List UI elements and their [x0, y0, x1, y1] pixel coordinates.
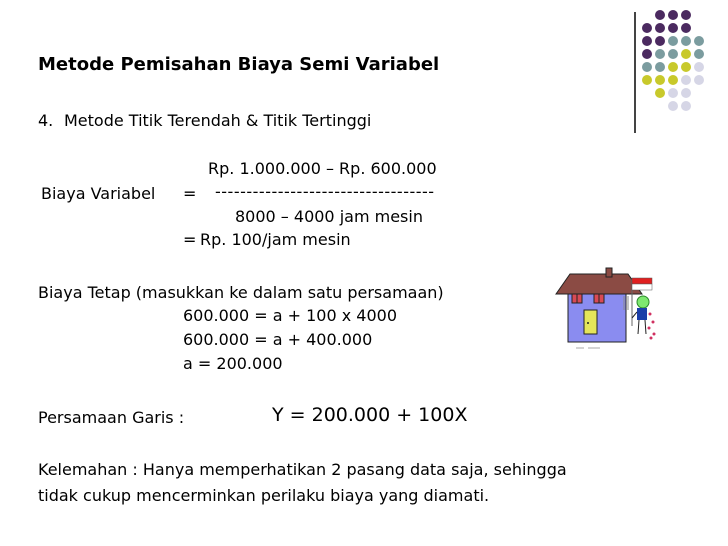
decorative-dot	[655, 49, 665, 59]
decorative-dot	[681, 101, 691, 111]
slide-title: Metode Pemisahan Biaya Semi Variabel	[38, 54, 440, 75]
fraction-line: -----------------------------------	[215, 182, 435, 201]
fixed-cost-line-3: a = 200.000	[183, 354, 283, 373]
decorative-dot	[668, 101, 678, 111]
variable-cost-denominator: 8000 – 4000 jam mesin	[235, 207, 423, 226]
decorative-dot	[694, 36, 704, 46]
person-head	[637, 296, 649, 308]
decorative-dot	[655, 23, 665, 33]
fixed-cost-heading: Biaya Tetap (masukkan ke dalam satu persamaan)	[38, 283, 444, 302]
decorative-dot	[694, 49, 704, 59]
decorative-dot	[681, 36, 691, 46]
divider-line	[634, 12, 636, 133]
decorative-dot	[655, 10, 665, 20]
house-door	[584, 310, 597, 334]
decorative-dot	[642, 36, 652, 46]
decorative-dot	[668, 62, 678, 72]
item-text: Metode Titik Terendah & Titik Tertinggi	[64, 111, 372, 130]
fixed-cost-line-2: 600.000 = a + 400.000	[183, 330, 373, 349]
weakness-line-2: tidak cukup mencerminkan perilaku biaya yang diamati.	[38, 486, 490, 505]
variable-cost-result: Rp. 100/jam mesin	[200, 230, 351, 249]
fixed-cost-line-1: 600.000 = a + 100 x 4000	[183, 306, 398, 325]
decorative-dot	[655, 75, 665, 85]
person-body	[637, 308, 647, 320]
decorative-dot	[681, 49, 691, 59]
equals-sign: =	[183, 184, 197, 203]
decorative-dot	[681, 88, 691, 98]
item-number: 4.	[38, 111, 54, 130]
decorative-dot	[668, 75, 678, 85]
decorative-dot	[681, 62, 691, 72]
flag-red	[632, 278, 652, 284]
decorative-dot	[642, 75, 652, 85]
decorative-dot	[694, 75, 704, 85]
variable-cost-label: Biaya Variabel	[41, 184, 156, 203]
decorative-dot	[655, 36, 665, 46]
decorative-dot	[668, 23, 678, 33]
decorative-dot	[668, 36, 678, 46]
weakness-line-1: Kelemahan : Hanya memperhatikan 2 pasang data saja, sehingga	[38, 460, 567, 479]
decorative-dot	[642, 62, 652, 72]
equation-label: Persamaan Garis :	[38, 408, 185, 427]
decorative-dot	[668, 49, 678, 59]
decorative-dot	[642, 23, 652, 33]
decorative-dot	[681, 75, 691, 85]
decorative-dot	[642, 49, 652, 59]
equals-sign-result: =	[183, 230, 197, 249]
flag-white	[632, 284, 652, 290]
decorative-dot	[668, 88, 678, 98]
variable-cost-numerator: Rp. 1.000.000 – Rp. 600.000	[208, 159, 437, 178]
decorative-dot	[681, 10, 691, 20]
decorative-dot	[694, 62, 704, 72]
equation-value: Y = 200.000 + 100X	[272, 404, 468, 426]
decorative-dot	[655, 88, 665, 98]
decorative-dot	[668, 10, 678, 20]
house-clipart-icon	[554, 266, 672, 352]
roof-shape	[556, 274, 642, 294]
decorative-dot	[655, 62, 665, 72]
decorative-dot	[681, 23, 691, 33]
